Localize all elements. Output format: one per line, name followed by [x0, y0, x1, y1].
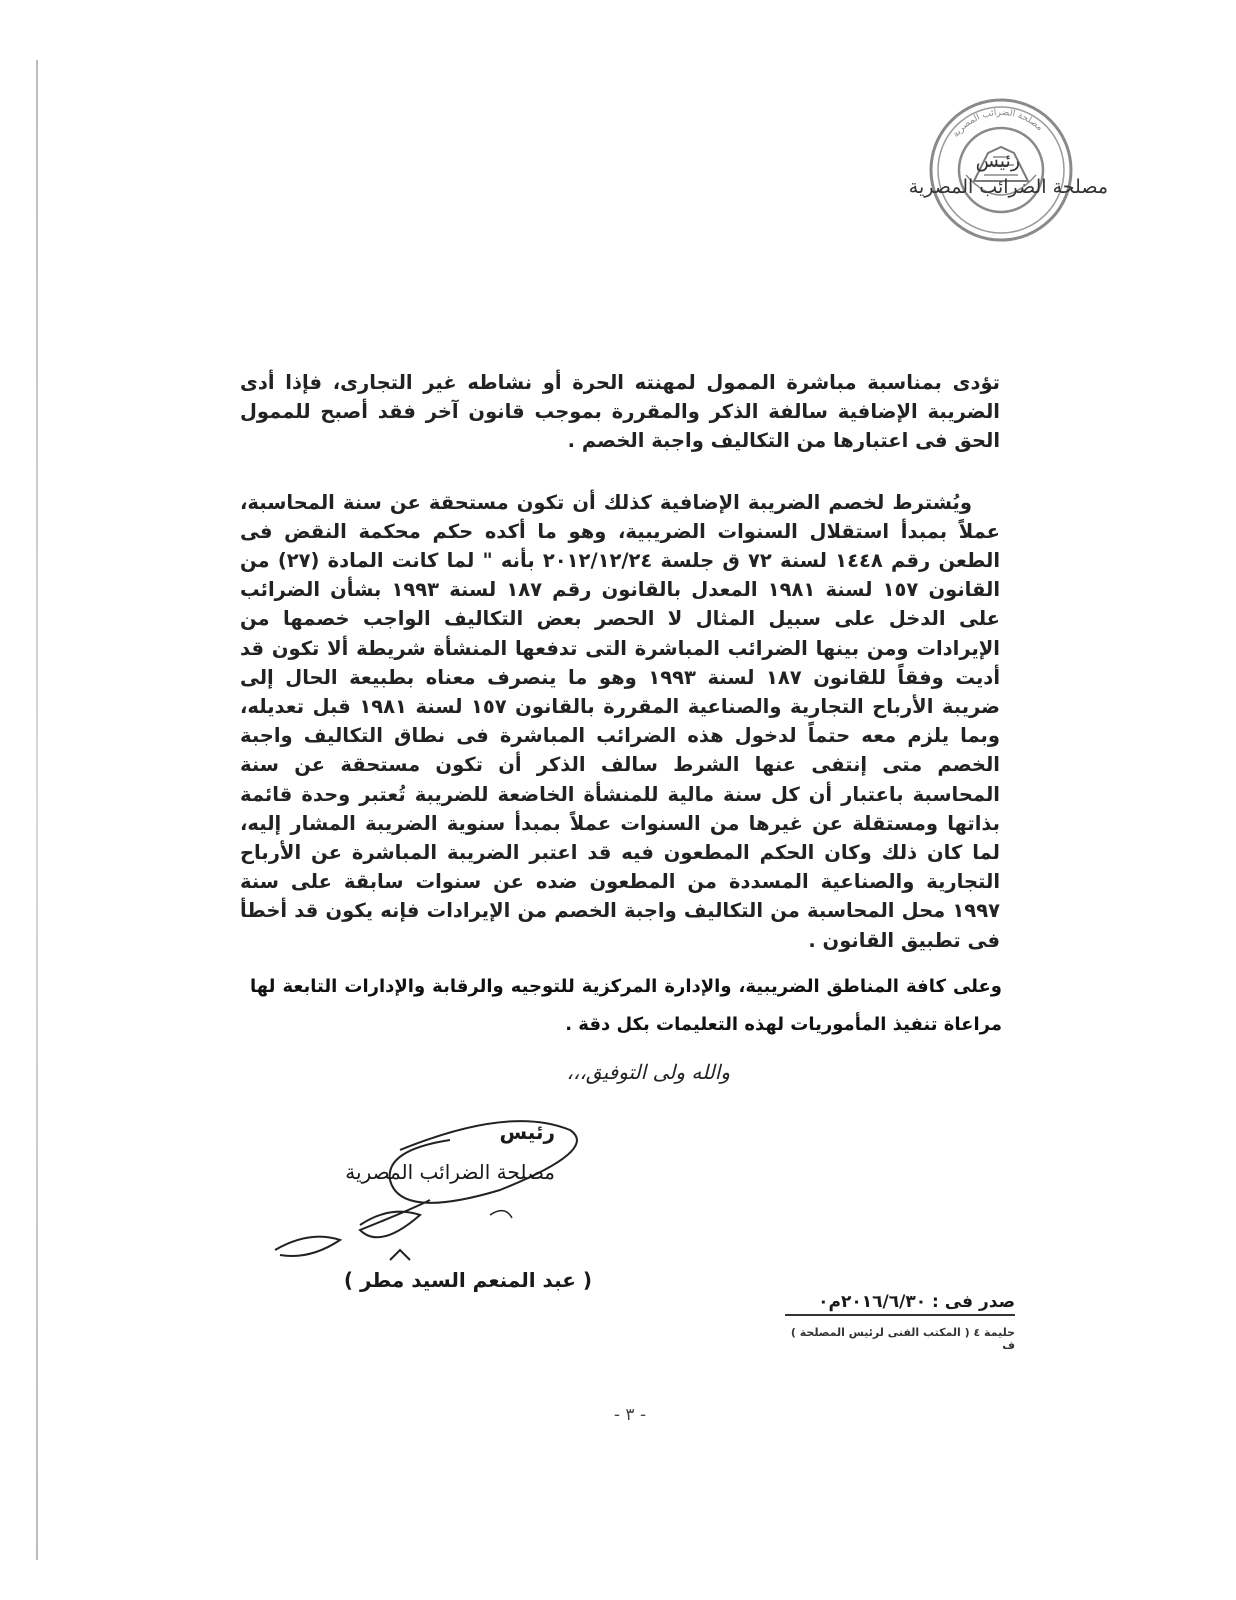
letterhead [808, 95, 1108, 305]
body-paragraph-2: ويُشترط لخصم الضريبة الإضافية كذلك أن تكون مستحقة عن سنة المحاسبة، عملاً بمبدأ استقلال السنوات الضريبية، وهو ما أكده حكم محكمة النقض فى الطعن رقم ١٤٤٨ لسنة ٧٢ ق جلسة ٢٠١٢/١٢/٢٤ بأنه " لما كانت المادة (٢٧) من القانون ١٥٧ لسنة ١٩٨١ المعدل بالقانون رقم ١٨٧ لسنة ١٩٩٣ بشأن الضرائب على الدخل على سبيل المثال لا الحصر بعض التكاليف الواجب خصمها من الإيرادات ومن بينها الضرائب المباشرة التى تدفعها المنشأة شريطة ألا تكون قد أديت وفقاً للقانون ١٨٧ لسنة ١٩٩٣ وهو ما ينصرف معناه بطبيعة الحال إلى ضريبة الأرباح التجارية والصناعية المقررة بالقانون ١٥٧ لسنة ١٩٨١ قبل تعديله، وبما يلزم معه حتماً لدخول هذه الضرائب المباشرة فى نطاق التكاليف واجبة الخصم متى إنتفى عنها الشرط سالف الذكر أن تكون مستحقة عن سنة المحاسبة باعتبار أن كل سنة مالية للمنشأة الخاضعة للضريبة تُعتبر وحدة قائمة بذاتها ومستقلة عن غيرها من السنوات عملاً بمبدأ سنوية الضريبة المشار إليه، لما كان ذلك وكان الحكم المطعون فيه قد اعتبر الضريبة المباشرة عن الأرباح التجارية والصناعية المسددة من المطعون ضده عن سنوات سابقة على سنة ١٩٩٧ محل المحاسبة من التكاليف واجبة الخصم من الإيرادات فإنه يكون قد أخطأ فى تطبيق القانون . [240, 490, 1001, 952]
page-number: - ٣ - [613, 1405, 647, 1425]
body-paragraph-1: تؤدى بمناسبة مباشرة الممول لمهنته الحرة أو نشاطه غير التجارى، فإذا أدى الضريبة الإضافية سالفة الذكر والمقررة بموجب قانون آخر فقد أصبح للممول الحق فى اعتبارها من التكاليف واجبة الخصم . [240, 371, 1000, 453]
svg-text:مصلحة الضرائب المصرية [951, 108, 1045, 140]
letterhead-title-line1: رئيس [975, 150, 1020, 172]
scan-margin-line [36, 60, 38, 1560]
signature-title: رئيس [499, 1120, 555, 1144]
issue-date: صدر فى : ٢٠١٦/٦/٣٠م٠ [785, 1292, 1015, 1316]
letterhead-title [808, 150, 1108, 198]
reference-note: حليمة ٤ ( المكتب الفنى لرئيس المصلحة ) ف [790, 1326, 1015, 1352]
document-body [240, 368, 1000, 955]
directive-paragraph: وعلى كافة المناطق الضريبية، والإدارة المركزية للتوجيه والرقابة والإدارات التابعة لها مراعاة تنفيذ المأموريات لهذه التعليمات بكل دقة . [250, 976, 1002, 1035]
signatory-name: ( عبد المنعم السيد مطر ) [343, 1268, 592, 1292]
closing-salutation: والله ولى التوفيق،،، [566, 1060, 730, 1084]
letterhead-title-line2: مصلحة الضرائب المصرية [908, 176, 1108, 198]
signature-department: مصلحة الضرائب المصرية [345, 1160, 555, 1184]
seal-text: مصلحة الضرائب المصرية [950, 107, 1045, 140]
